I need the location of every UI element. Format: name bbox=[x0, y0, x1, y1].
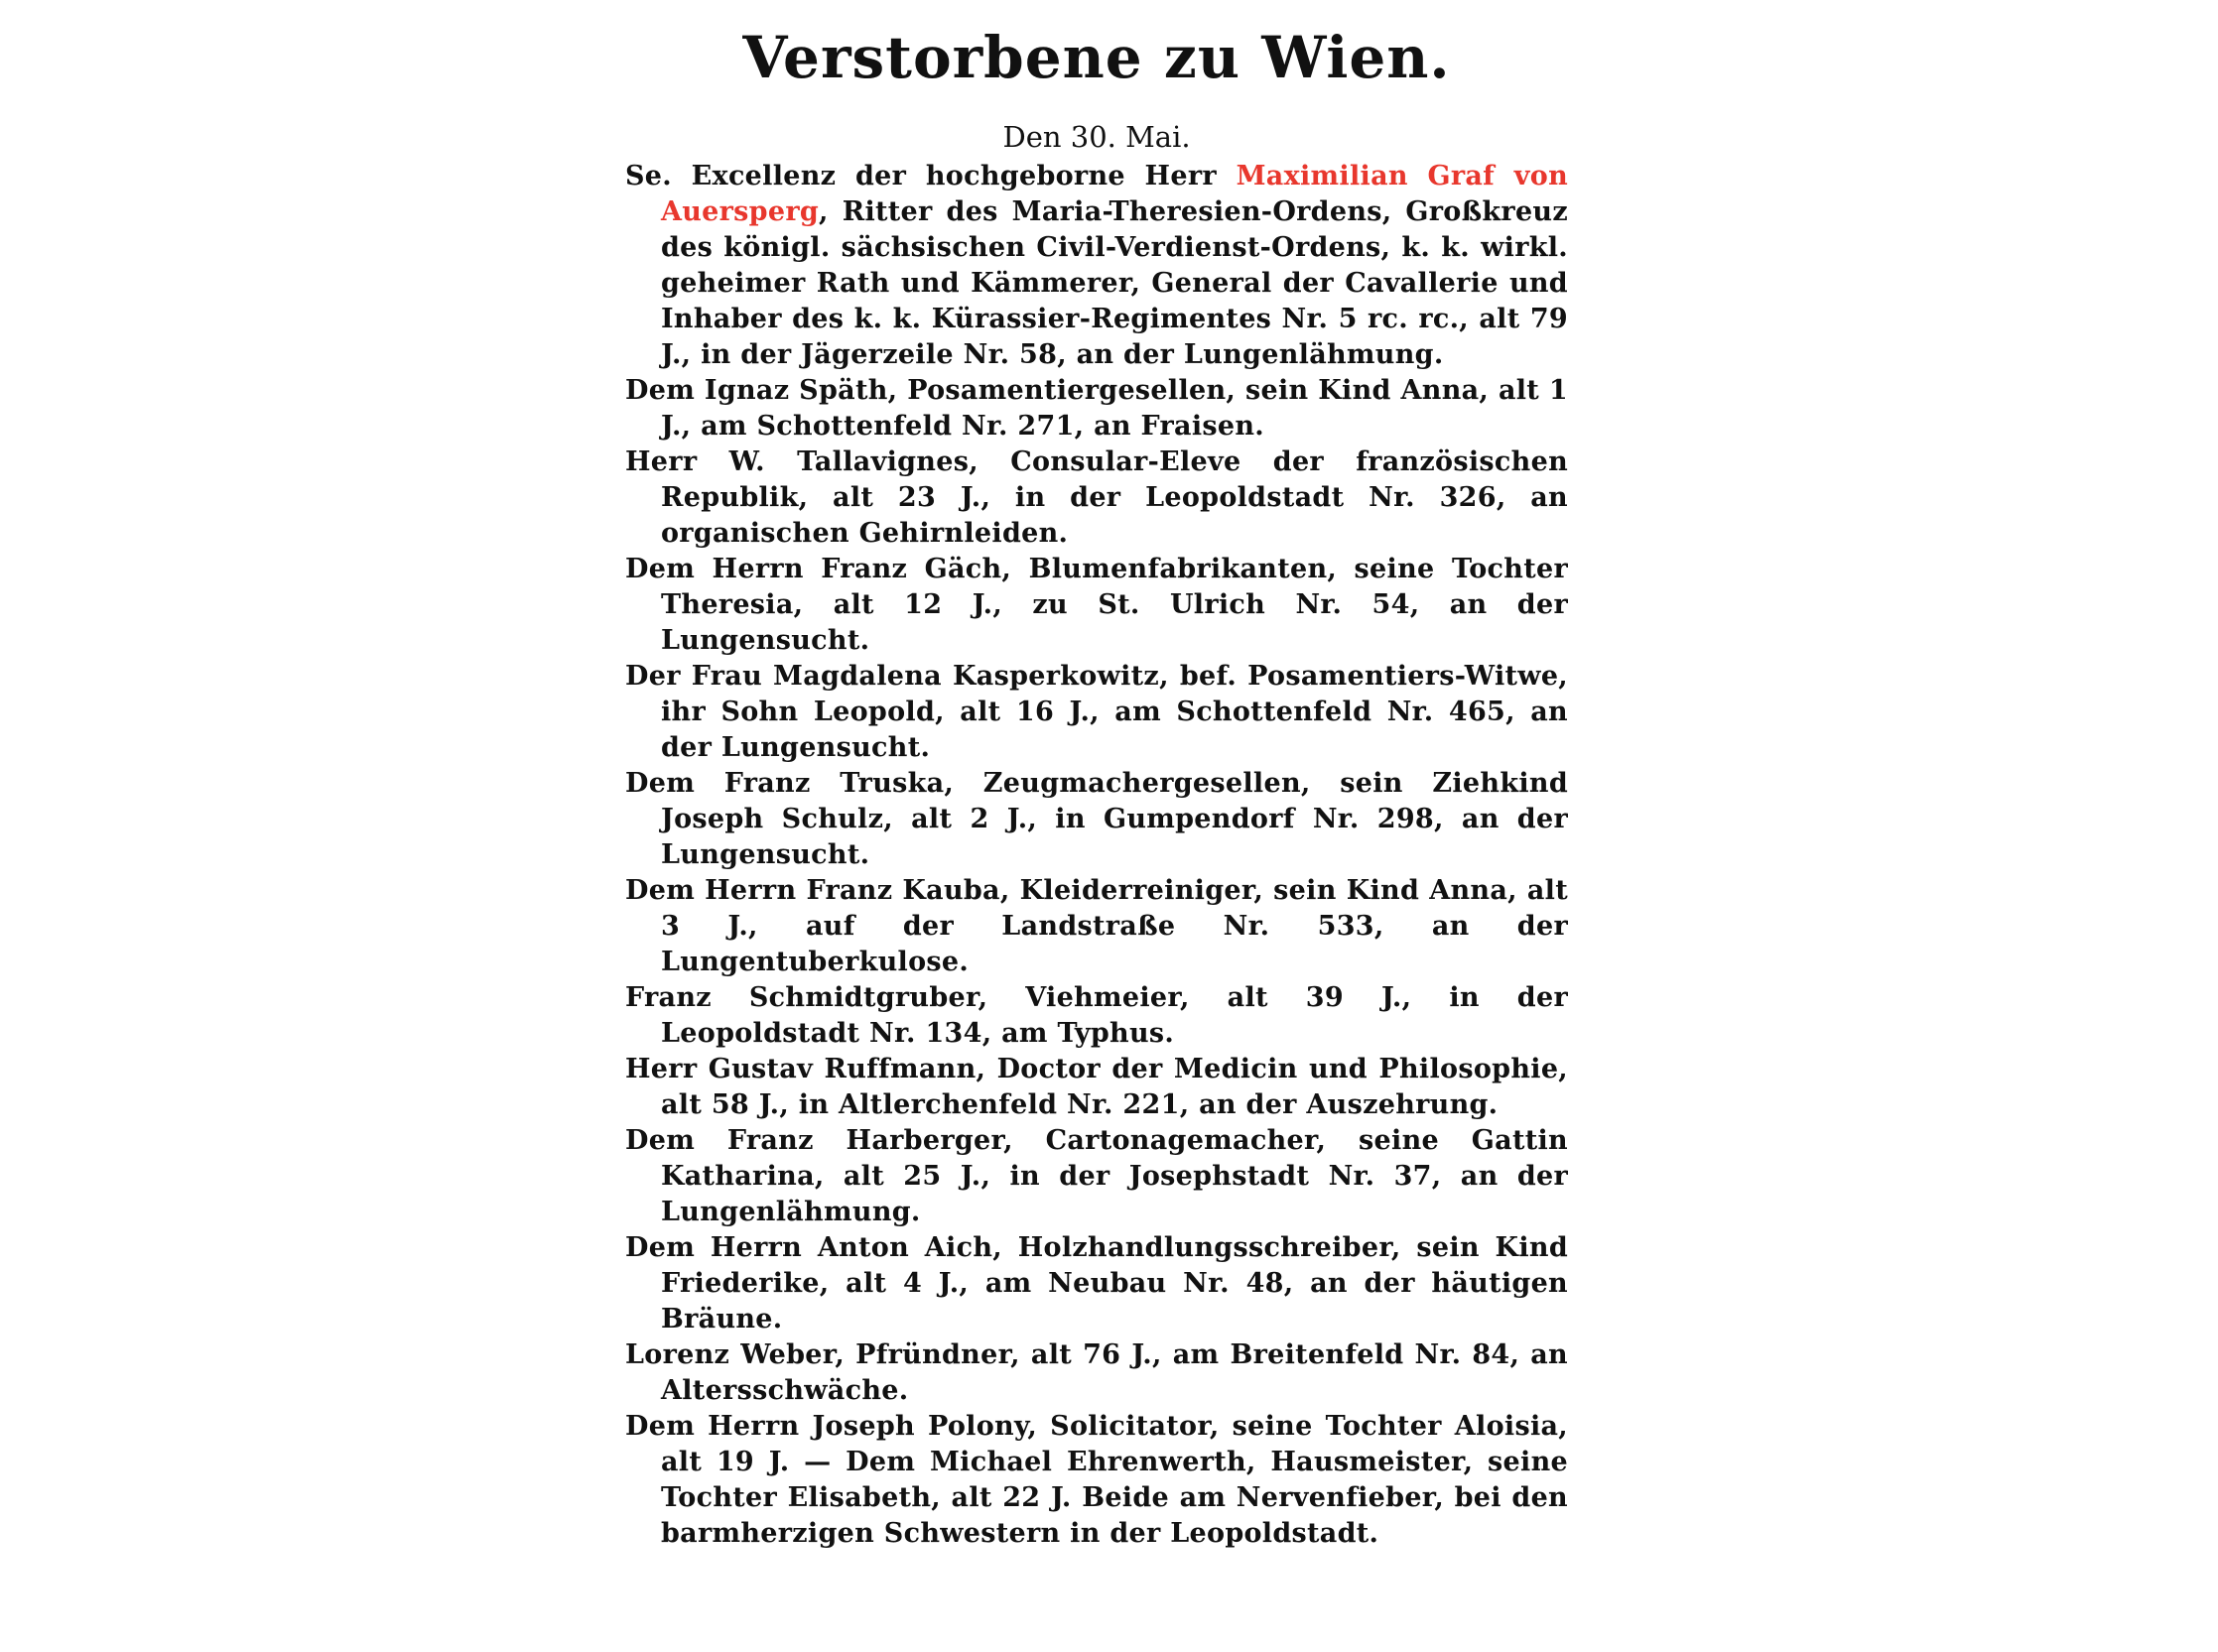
obituary-entry: Dem Herrn Franz Gäch, Blumenfabrikanten, seine Tochter Theresia, alt 12 J., zu St. Ulrich Nr. 54, an der Lungensucht. bbox=[625, 554, 1568, 656]
obituary-entry bbox=[625, 159, 1568, 373]
obituary-entry: Lorenz Weber, Pfründner, alt 76 J., am Breitenfeld Nr. 84, an Altersschwäche. bbox=[625, 1339, 1568, 1406]
obituary-entry: Dem Herrn Franz Kauba, Kleiderreiniger, sein Kind Anna, alt 3 J., auf der Landstraße Nr. 533, an der Lungentuberkulose. bbox=[625, 875, 1568, 977]
obituary-entry: Dem Herrn Anton Aich, Holzhandlungsschreiber, sein Kind Friederike, alt 4 J., am Neubau Nr. 48, an der häutigen Bräune. bbox=[625, 1232, 1568, 1334]
obituary-entry: Dem Franz Harberger, Cartonagemacher, seine Gattin Katharina, alt 25 J., in der Josephstadt Nr. 37, an der Lungenlähmung. bbox=[625, 1125, 1568, 1227]
obituary-entry: Franz Schmidtgruber, Viehmeier, alt 39 J., in der Leopoldstadt Nr. 134, am Typhus. bbox=[625, 982, 1568, 1049]
obituary-entry: Der Frau Magdalena Kasperkowitz, bef. Posamentiers-Witwe, ihr Sohn Leopold, alt 16 J., am Schottenfeld Nr. 465, an der Lungensucht. bbox=[625, 661, 1568, 763]
obituary-entry: Herr W. Tallavignes, Consular-Eleve der französischen Republik, alt 23 J., in der Leopoldstadt Nr. 326, an organischen Gehirnleiden. bbox=[625, 446, 1568, 549]
obituary-entry: Dem Herrn Joseph Polony, Solicitator, seine Tochter Aloisia, alt 19 J. — Dem Michael Ehrenwerth, Hausmeister, seine Tochter Elisabeth, alt 22 J. Beide am Nervenfieber, bei den barmherzigen Schwestern in der Leopoldstadt. bbox=[625, 1411, 1568, 1549]
obituary-entry: Dem Ignaz Späth, Posamentiergesellen, sein Kind Anna, alt 1 J., am Schottenfeld Nr. 271, an Fraisen. bbox=[625, 375, 1568, 442]
obituary-entry: Herr Gustav Ruffmann, Doctor der Medicin und Philosophie, alt 58 J., in Altlerchenfeld Nr. 221, an der Auszehrung. bbox=[625, 1054, 1568, 1120]
obituary-entry: Dem Franz Truska, Zeugmachergesellen, sein Ziehkind Joseph Schulz, alt 2 J., in Gumpendorf Nr. 298, an der Lungensucht. bbox=[625, 768, 1568, 870]
entry-text: Se. Excellenz der hochgeborne Herr bbox=[625, 161, 1237, 191]
document-page bbox=[625, 20, 1568, 1627]
entry-text: , Ritter des Maria-Theresien-Ordens, Großkreuz des königl. sächsischen Civil-Verdienst-Ordens, k. k. wirkl. geheimer Rath und Kämmerer, General der Cavallerie und Inhaber des k. k. Kürassier-Regimentes Nr. 5 rc. rc., alt 79 J., in der Jägerzeile Nr. 58, an der Lungenlähmung. bbox=[661, 196, 1568, 370]
page-title: Verstorbene zu Wien. bbox=[742, 24, 1451, 91]
date-heading: Den 30. Mai. bbox=[1002, 120, 1191, 154]
highlighted-name: Maximilian Graf von Auersperg bbox=[661, 161, 1568, 227]
